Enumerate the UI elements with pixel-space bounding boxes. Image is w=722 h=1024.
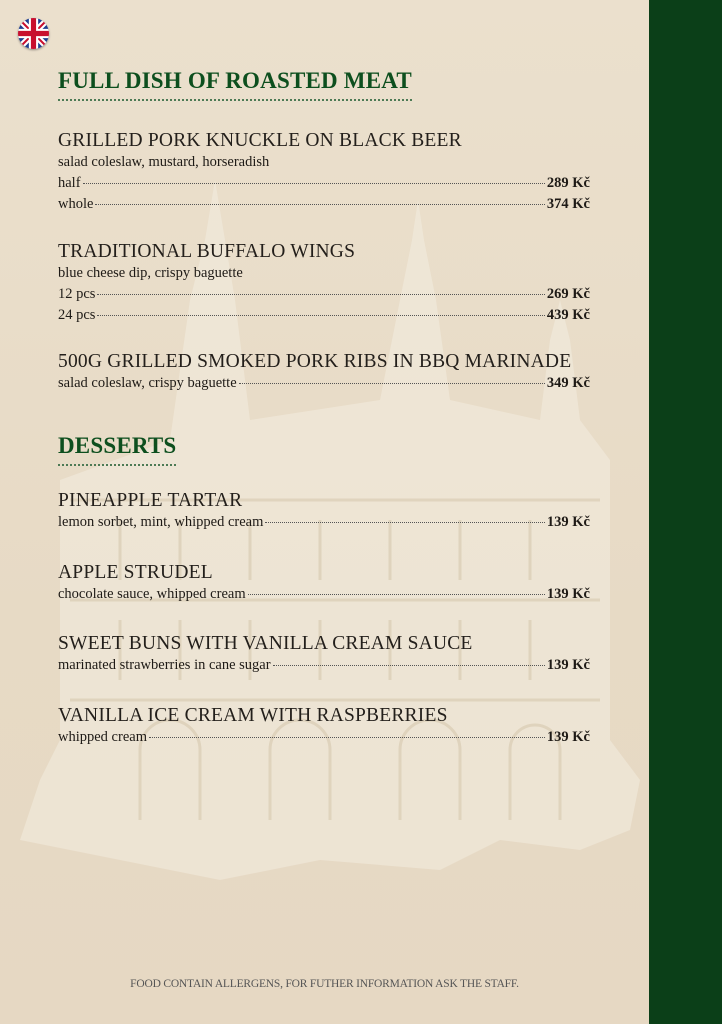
price-row xyxy=(58,584,590,605)
item-name: PINEAPPLE TARTAR xyxy=(58,490,243,511)
price-row xyxy=(58,284,590,305)
dot-leader xyxy=(97,315,544,316)
price: 289 Kč xyxy=(546,175,590,191)
dot-leader xyxy=(239,383,545,384)
item-name: APPLE STRUDEL xyxy=(58,562,213,583)
price: 139 Kč xyxy=(546,586,590,602)
portion-label: 12 pcs xyxy=(58,286,96,302)
portion-label: half xyxy=(58,175,81,191)
allergen-notice: FOOD CONTAIN ALLERGENS, FOR FUTHER INFORMATION ASK THE STAFF. xyxy=(130,978,519,990)
price: 269 Kč xyxy=(546,286,590,302)
price-row xyxy=(58,655,590,676)
item-name: 500G GRILLED SMOKED PORK RIBS IN BBQ MARINADE xyxy=(58,351,572,372)
price: 374 Kč xyxy=(546,196,590,212)
dot-leader xyxy=(95,204,544,205)
item-name: TRADITIONAL BUFFALO WINGS xyxy=(58,241,356,262)
item-name: VANILLA ICE CREAM WITH RASPBERRIES xyxy=(58,705,448,726)
item-description: chocolate sauce, whipped cream xyxy=(58,586,246,602)
price: 139 Kč xyxy=(546,657,590,673)
item-description: marinated strawberries in cane sugar xyxy=(58,657,271,673)
dot-leader xyxy=(83,183,545,184)
price: 439 Kč xyxy=(546,307,590,323)
price: 139 Kč xyxy=(546,514,590,530)
menu-item xyxy=(58,705,590,748)
dot-leader xyxy=(97,294,544,295)
dot-leader xyxy=(149,737,545,738)
dot-leader xyxy=(248,594,545,595)
item-description: whipped cream xyxy=(58,729,147,745)
dot-leader xyxy=(273,665,545,666)
menu-item xyxy=(58,562,590,605)
price-row xyxy=(58,373,590,394)
uk-flag-icon[interactable] xyxy=(18,18,49,49)
price-row xyxy=(58,512,590,533)
menu-item xyxy=(58,633,590,676)
portion-label: whole xyxy=(58,196,94,212)
price-row xyxy=(58,305,590,326)
price-row xyxy=(58,727,590,748)
dot-leader xyxy=(265,522,545,523)
menu-item xyxy=(58,241,590,326)
portion-label: 24 pcs xyxy=(58,307,96,323)
side-green-bar xyxy=(649,0,722,1024)
item-name: SWEET BUNS WITH VANILLA CREAM SAUCE xyxy=(58,633,473,654)
price-row xyxy=(58,194,590,215)
menu-item xyxy=(58,351,590,394)
price-row xyxy=(58,173,590,194)
item-description: salad coleslaw, mustard, horseradish xyxy=(58,154,270,170)
menu-item xyxy=(58,490,590,533)
price: 139 Kč xyxy=(546,729,590,745)
item-description: blue cheese dip, crispy baguette xyxy=(58,265,243,281)
section-title-desserts: DESSERTS xyxy=(58,433,176,466)
item-name: GRILLED PORK KNUCKLE ON BLACK BEER xyxy=(58,130,462,151)
price: 349 Kč xyxy=(546,375,590,391)
item-description: lemon sorbet, mint, whipped cream xyxy=(58,514,264,530)
item-description: salad coleslaw, crispy baguette xyxy=(58,375,237,391)
menu-item xyxy=(58,130,590,215)
section-title-roasted-meat: FULL DISH OF ROASTED MEAT xyxy=(58,68,412,101)
